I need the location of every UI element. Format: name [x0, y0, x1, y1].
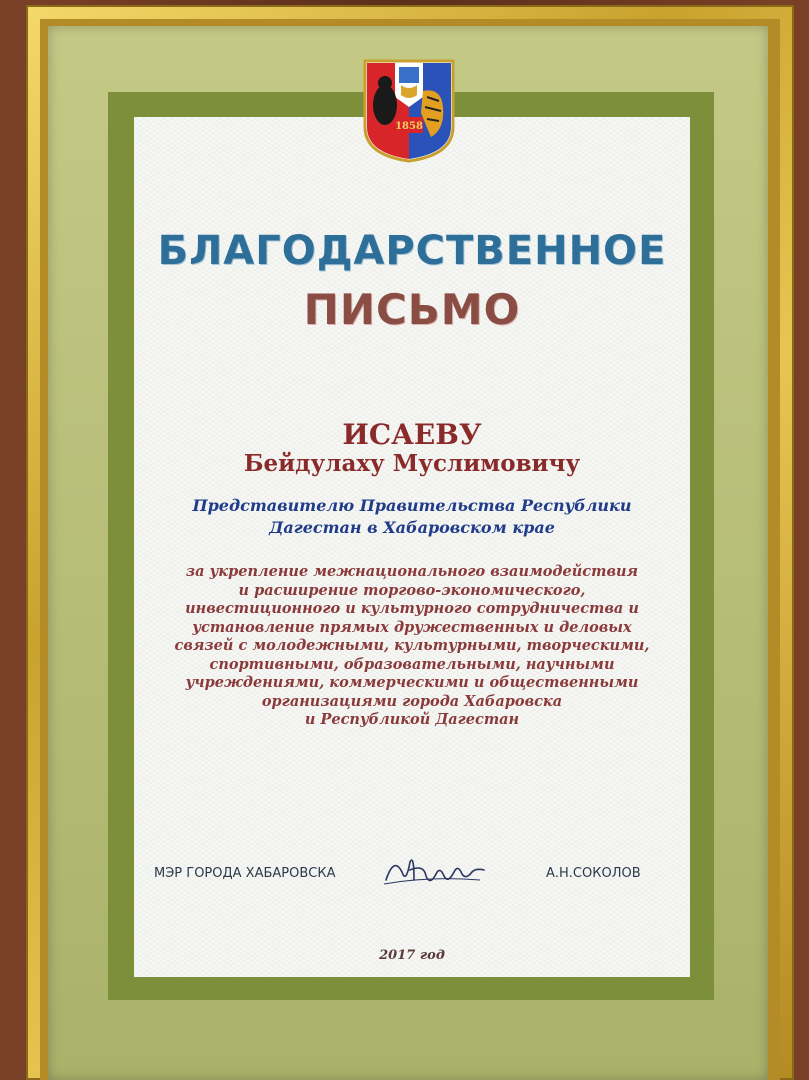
reason-line: инвестиционного и культурного сотрудничества и: [185, 600, 639, 617]
recipient-name: Бейдулаху Муслимовичу: [243, 450, 581, 477]
position-line: Дагестан в Хабаровском крае: [269, 518, 555, 537]
signer-title: МЭР ГОРОДА ХАБАРОВСКА: [154, 866, 336, 881]
emblem-year: 1858: [395, 121, 423, 132]
reason-line: учреждениями, коммерческими и общественными: [185, 674, 639, 691]
handwritten-signature: [380, 850, 490, 890]
reason-line: организациями города Хабаровска: [261, 692, 563, 710]
reason-line: и расширение торгово-экономического,: [238, 581, 586, 599]
title-line-2: ПИСЬМО: [303, 285, 521, 334]
reason-line: спортивными, образовательными, научными: [209, 655, 615, 673]
reason-line: и Республикой Дагестан: [304, 711, 520, 728]
city-coat-of-arms-icon: [361, 57, 457, 163]
award-reason: [134, 563, 690, 730]
title-line-1: БЛАГОДАРСТВЕННОЕ: [157, 228, 667, 274]
signer-name: А.Н.СОКОЛОВ: [546, 866, 641, 881]
reason-line: установление прямых дружественных и деловых: [192, 618, 632, 636]
position-line: Представителю Правительства Республики: [192, 496, 632, 515]
recipient-position: [134, 495, 690, 539]
reason-line: связей с молодежными, культурными, творческими,: [174, 637, 650, 654]
certificate-year: 2017 год: [379, 948, 445, 963]
recipient-surname: ИСАЕВУ: [342, 418, 482, 451]
reason-line: за укрепление межнационального взаимодействия: [185, 563, 639, 580]
